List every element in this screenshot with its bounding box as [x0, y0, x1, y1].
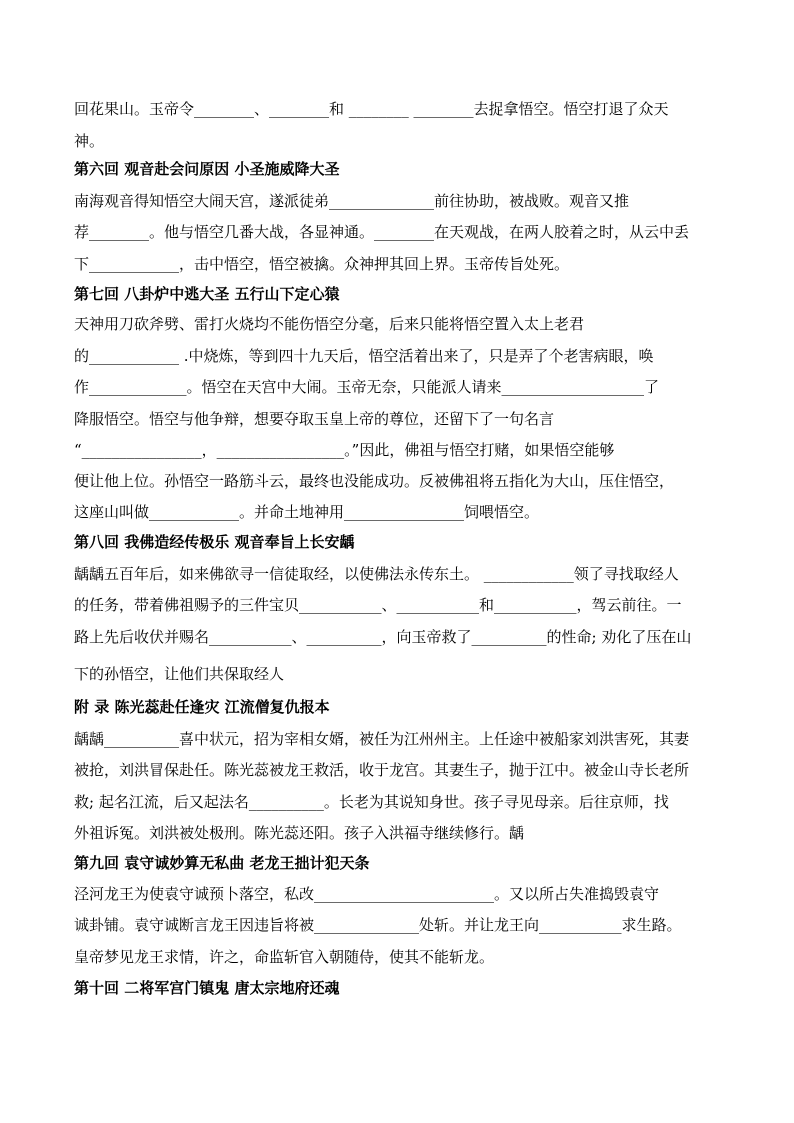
text-line: 路上先后收伏并赐名___________、__________，向玉帝救了__________的性命; 劝化了压在山	[74, 628, 692, 646]
text-line: 龋龋五百年后，如来佛欲寻一信徒取经，以使佛法永传东土。 ____________领了寻找取经人	[74, 565, 679, 583]
text-line: 南海观音得知悟空大闹天宫，遂派徒弟______________前往协助，被战败。观音又推	[74, 192, 630, 210]
text-line: 的任务，带着佛祖赐予的三件宝贝___________、___________和___________，驾云前往。一	[74, 596, 682, 614]
text-line: “________________，_________________。”因此，佛祖与悟空打赌，如果悟空能够	[74, 441, 615, 459]
text-line: 回花果山。玉帝令________、________和 ________ ________去捉拿悟空。悟空打退了众天	[74, 100, 669, 118]
text-line: 下____________，击中悟空，悟空被擒。众神押其回上界。玉帝传旨处死。	[74, 255, 570, 273]
text-line: 龋龋__________喜中状元，招为宰相女婿，被任为江州州主。上任途中被船家刘洪害死，其妻	[74, 730, 690, 748]
text-line: 降服悟空。悟空与他争辩，想要夺取玉皇上帝的尊位，还留下了一句名言	[74, 410, 555, 428]
text-line: 皇帝梦见龙王求情，许之，命监斩官入朝随侍，使其不能斩龙。	[74, 948, 495, 966]
text-line: 作_____________。悟空在天宫中大闹。玉帝无奈，只能派人请来___________________了	[74, 378, 660, 396]
text-line: 外祖诉冤。刘洪被处极刑。陈光蕊还阳。孩子入洪福寺继续修行。龋	[74, 824, 525, 842]
text-line: 便让他上位。孙悟空一路筋斗云，最终也没能成功。反被佛祖将五指化为大山，压住悟空，	[74, 472, 675, 490]
text-line: 荐________。他与悟空几番大战，各显神通。________在天观战，在两人胶着之时，从云中丢	[74, 223, 690, 241]
text-line: 神。	[74, 132, 105, 150]
chapter-heading: 第十回 二将军宫门镇鬼 唐太宗地府还魂	[74, 979, 340, 997]
text-line: 泾河龙王为使袁守诚预卜落空，私改________________________。又以所占失准捣毁袁守	[74, 885, 660, 903]
chapter-heading: 第六回 观音赴会问原因 小圣施威降大圣	[74, 160, 340, 178]
text-line: 被抢，刘洪冒保赴任。陈光蕊被龙王救活，收于龙宫。其妻生子，抛于江中。被金山寺长老所	[74, 761, 690, 779]
text-line: 的____________ .中烧炼，等到四十九天后，悟空活着出来了，只是弄了个老害病眼，唤	[74, 347, 654, 365]
text-line: 天神用刀砍斧劈、雷打火烧均不能伤悟空分毫，后来只能将悟空置入太上老君	[74, 315, 585, 333]
chapter-heading: 第八回 我佛造经传极乐 观音奉旨上长安龋	[74, 533, 355, 551]
appendix-heading: 附 录 陈光蕊赴任逢灾 江流僧复仇报本	[74, 698, 330, 716]
chapter-heading: 第七回 八卦炉中逃大圣 五行山下定心猿	[74, 285, 340, 303]
text-line: 诚卦铺。袁守诚断言龙王因违旨将被______________处斩。并让龙王向___________求生路。	[74, 916, 682, 934]
text-line: 救; 起名江流，后又起法名__________。长老为其说知身世。孩子寻见母亲。后往京师，找	[74, 793, 669, 811]
chapter-heading: 第九回 袁守诚妙算无私曲 老龙王拙计犯天条	[74, 854, 370, 872]
text-line: 这座山叫做____________。并命土地神用________________饲喂悟空。	[74, 503, 540, 521]
text-line: 下的孙悟空，让他们共保取经人	[74, 665, 285, 683]
